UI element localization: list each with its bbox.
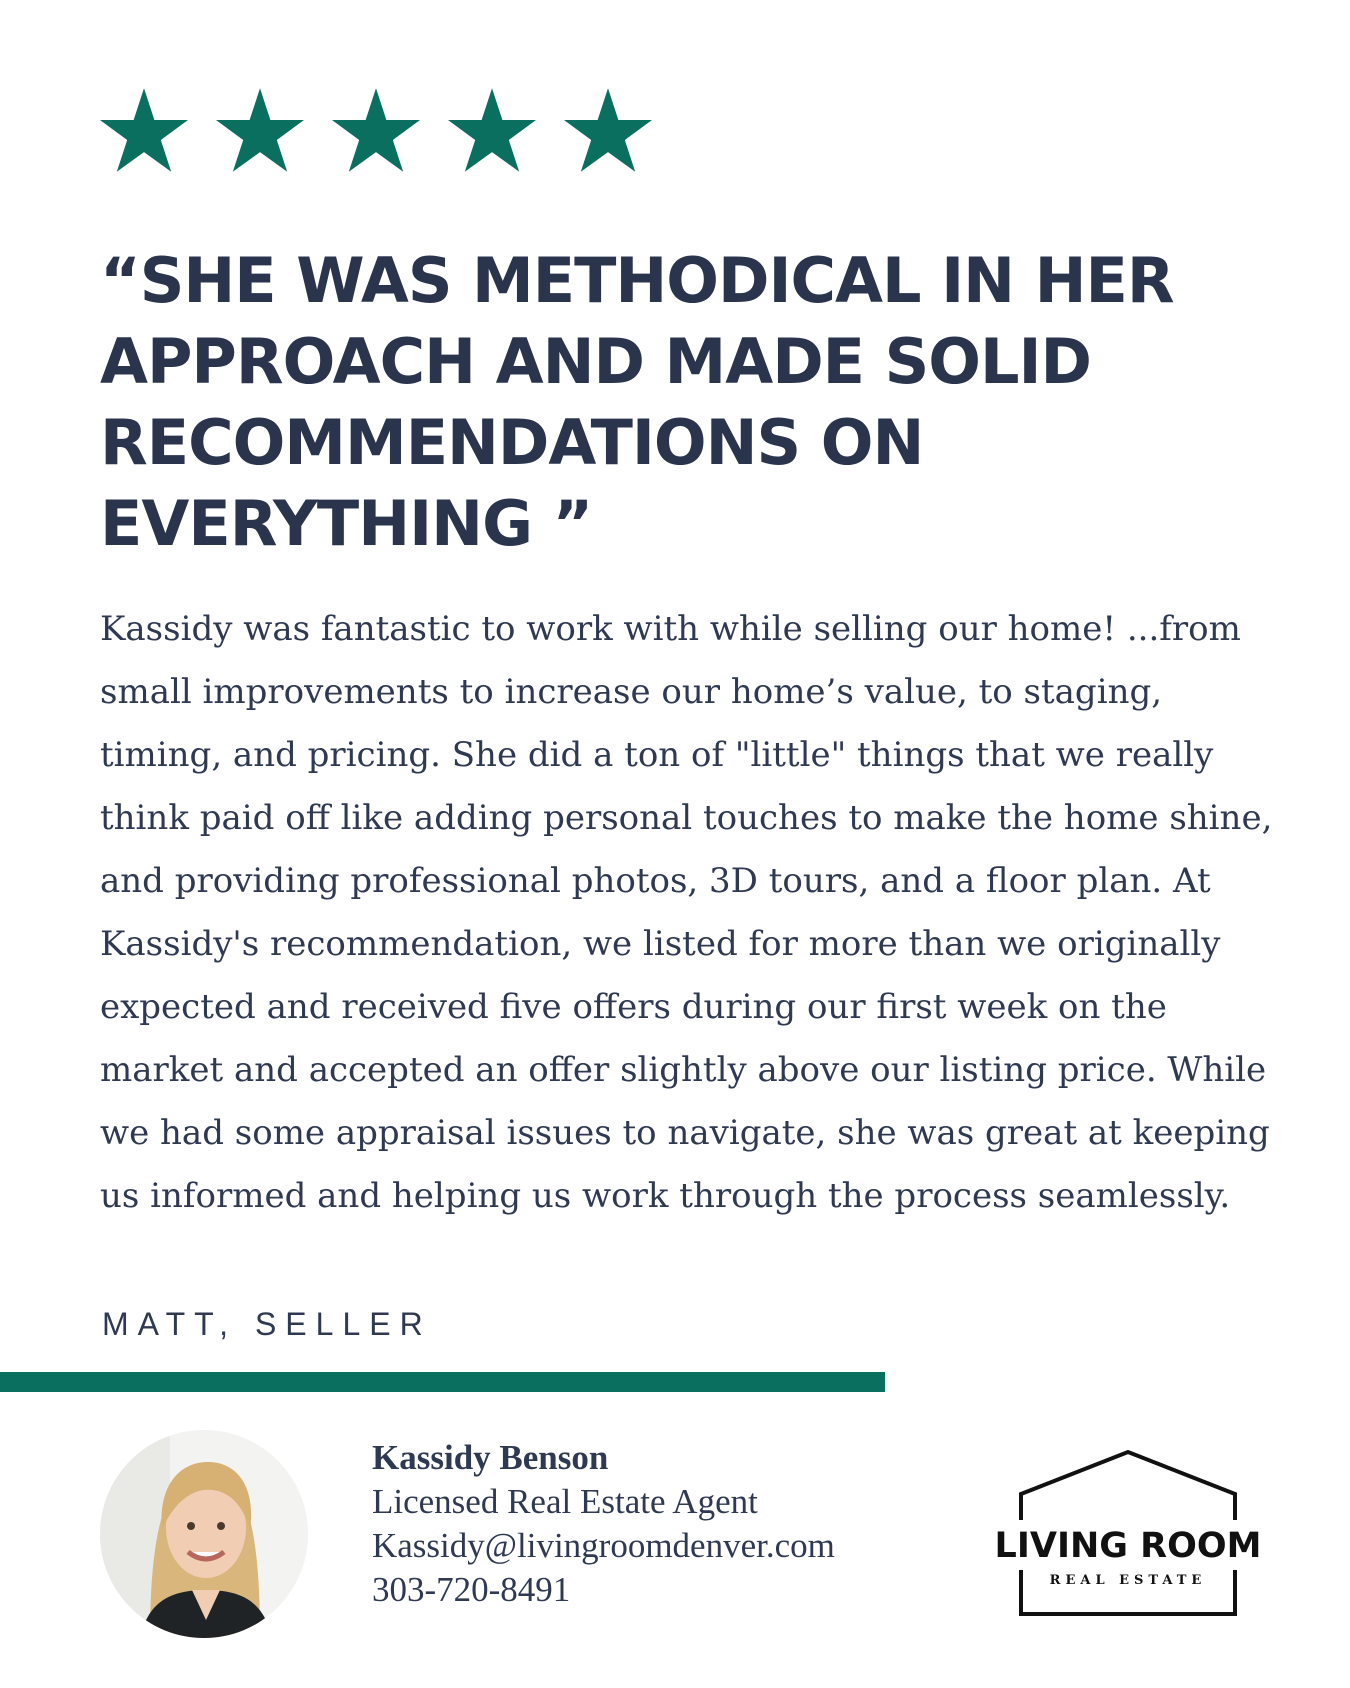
agent-phone[interactable]: 303-720-8491 [372, 1570, 571, 1609]
star-icon [448, 88, 536, 172]
testimonial-attribution: MATT, SELLER [102, 1306, 432, 1342]
rating-stars [100, 88, 652, 172]
agent-name: Kassidy Benson [372, 1438, 609, 1477]
testimonial-headline: “SHE WAS METHODICAL IN HER APPROACH AND MADE SOLID RECOMMENDATIONS ON EVERYTHING ” [100, 244, 1174, 560]
agent-avatar [100, 1430, 308, 1638]
logo-wordmark: LIVING ROOM [994, 1526, 1262, 1566]
company-logo [988, 1448, 1268, 1618]
star-icon [564, 88, 652, 172]
star-icon [332, 88, 420, 172]
testimonial-body: Kassidy was fantastic to work with while selling our home! ...from small improvements to increase our home’s value, to staging, timing, and pricing. She did a ton of "little" things that we really think paid off like adding personal touches to make the home shine, and providing professional photos, 3D tours, and a floor plan. At Kassidy's recommendation, we listed for more than we originally expected and received five offers during our first week on the market and accepted an offer slightly above our listing price. While we had some appraisal issues to navigate, she was great at keeping us informed and helping us work through the process seamlessly. [100, 609, 1273, 1216]
star-icon [216, 88, 304, 172]
logo-tagline: REAL ESTATE [1049, 1573, 1207, 1588]
agent-contact [372, 1436, 835, 1612]
accent-divider [0, 1372, 885, 1392]
star-icon [100, 88, 188, 172]
agent-title: Licensed Real Estate Agent [372, 1482, 758, 1521]
agent-email[interactable]: Kassidy@livingroomdenver.com [372, 1526, 835, 1565]
